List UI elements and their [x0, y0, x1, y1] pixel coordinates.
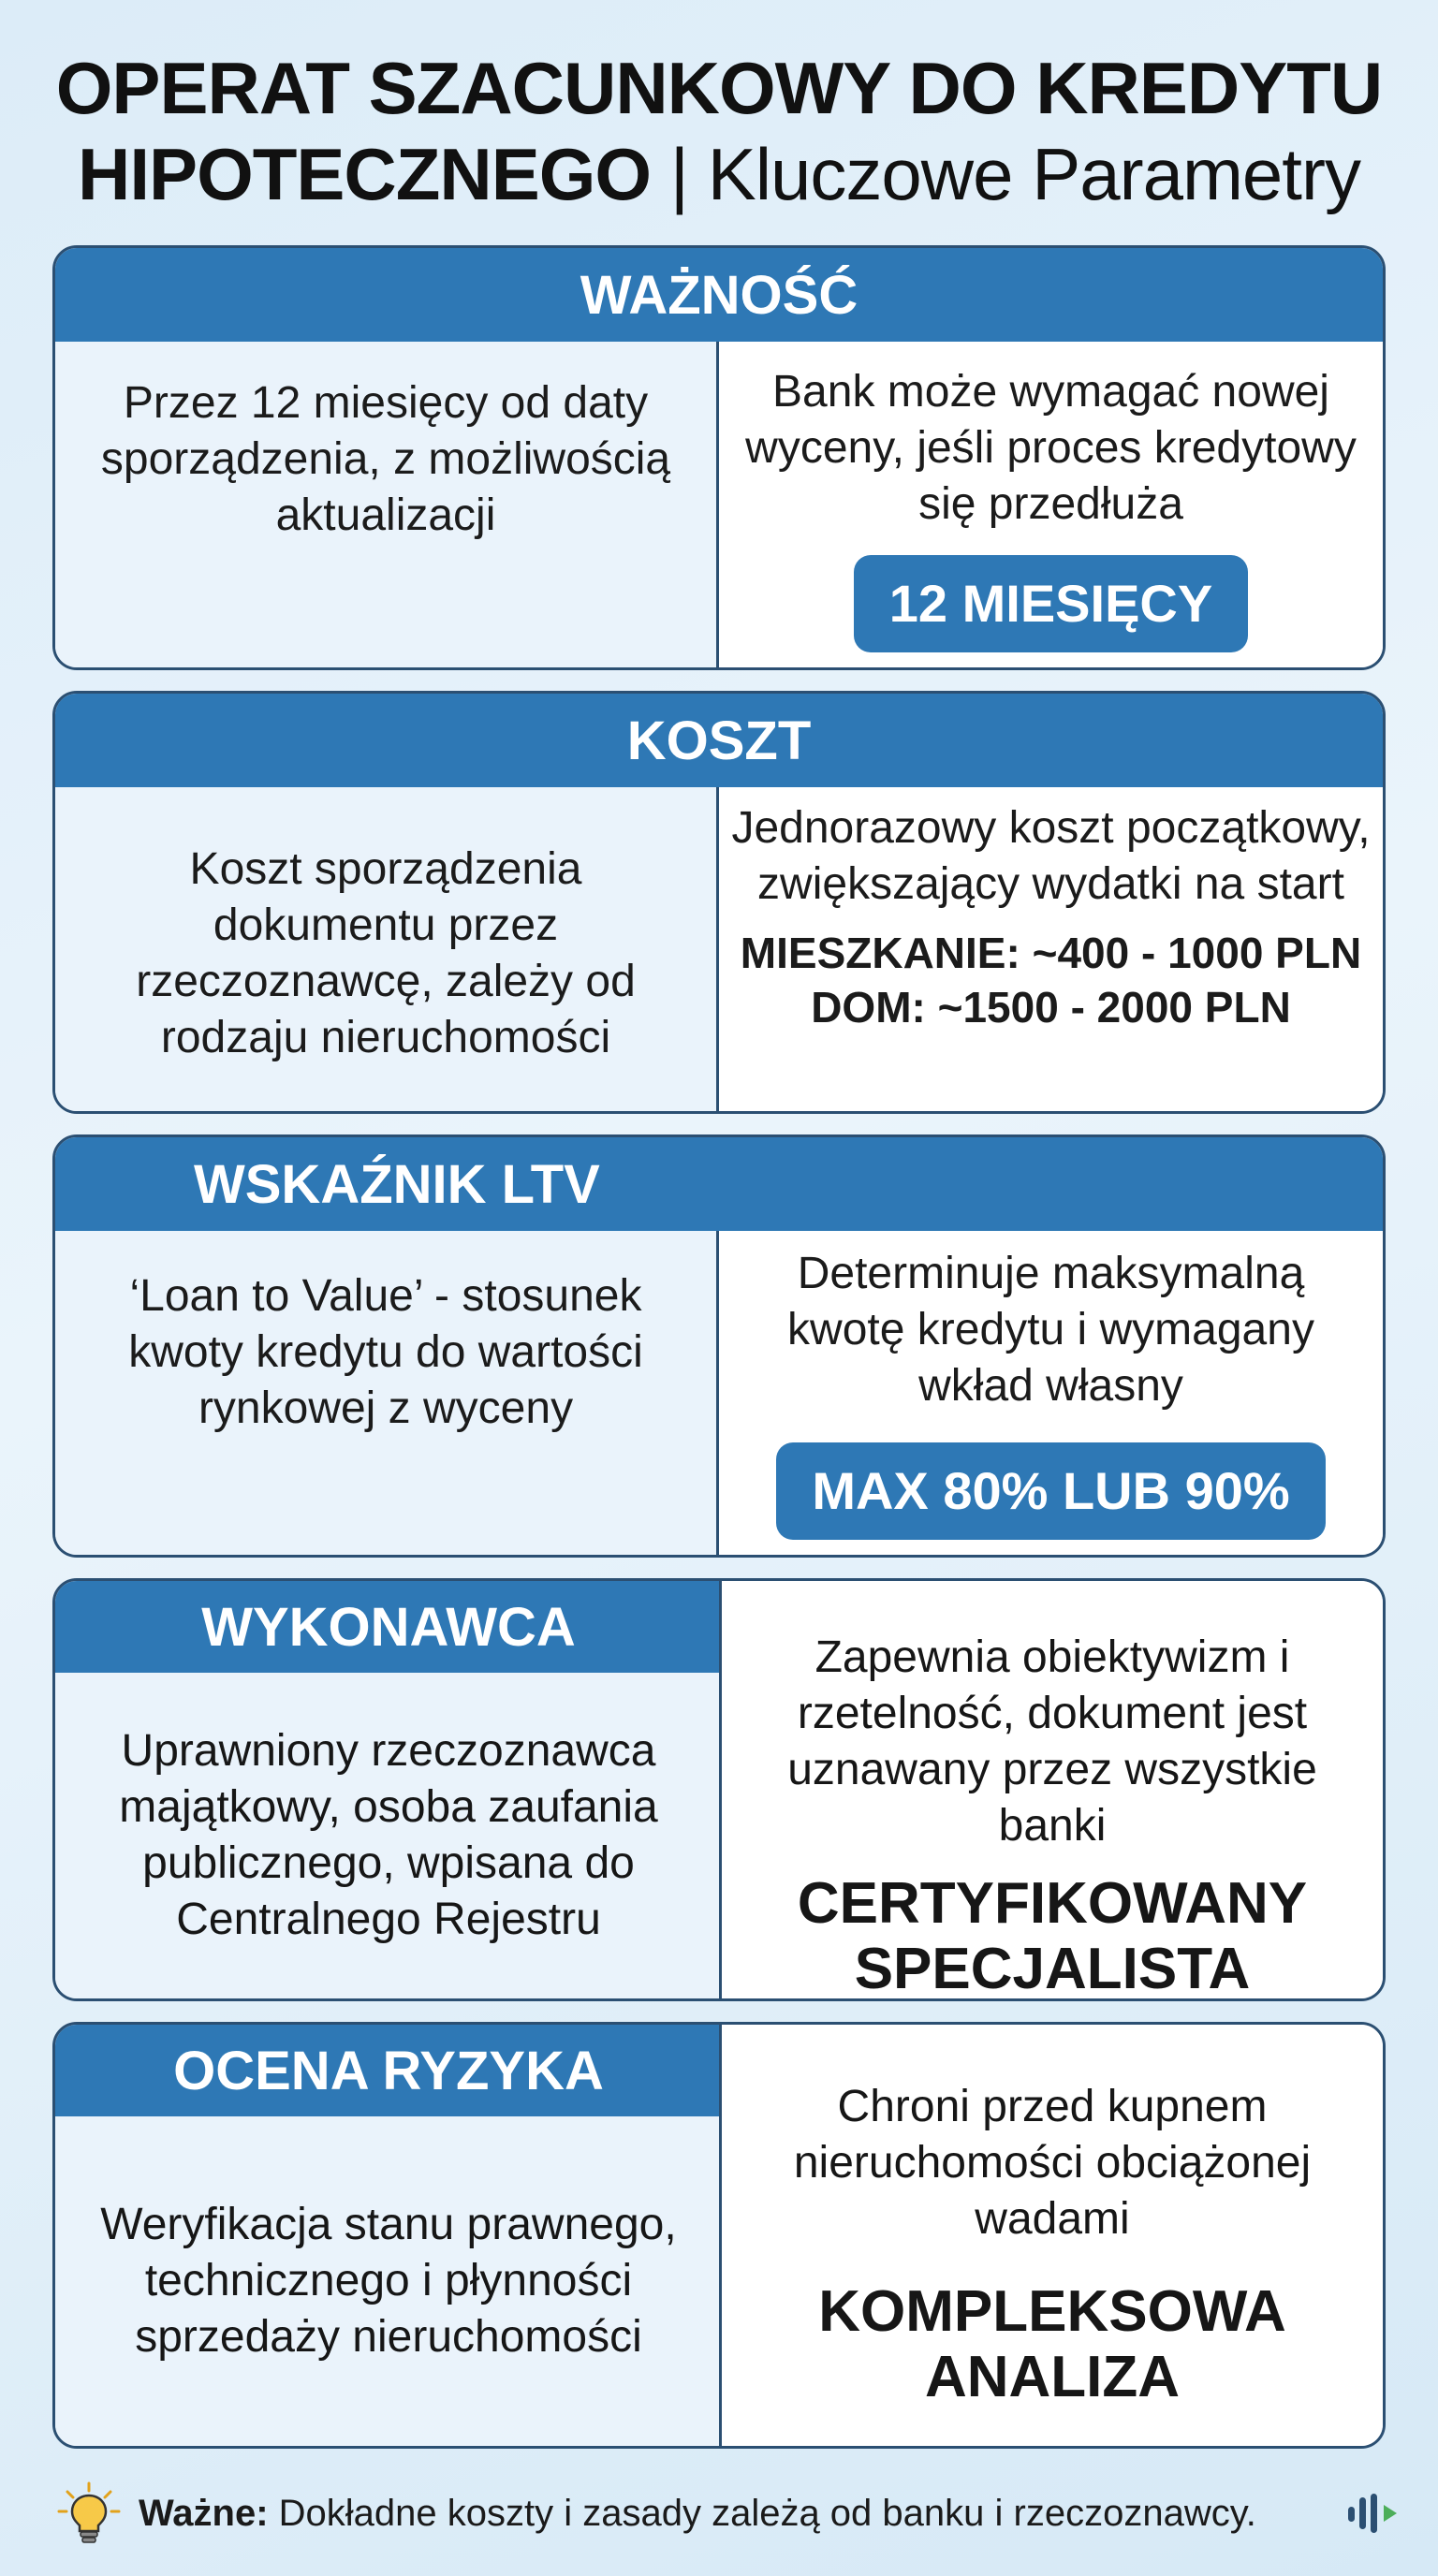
ltv-right-text: Determinuje maksymalną kwotę kredytu i wymagany wkład własny: [787, 1249, 1314, 1411]
risk-emphasis-2: ANALIZA: [924, 2345, 1181, 2409]
ltv-description: [55, 1231, 719, 1555]
card-validity: [52, 245, 1386, 670]
risk-left-text: Weryfikacja stanu prawnego, technicznego i płynności sprzedaży nieruchomości: [100, 2200, 677, 2362]
cost-details: [719, 787, 1383, 1111]
lightbulb-icon: [56, 2481, 122, 2546]
page-title: [37, 45, 1401, 217]
contractor-emphasis-2: SPECJALISTA: [854, 1937, 1251, 2001]
card-header-cost: KOSZT: [55, 694, 1383, 787]
cost-price-house: DOM: ~1500 - 2000 PLN: [811, 983, 1291, 1032]
contractor-emphasis-1: CERTYFIKOWANY: [797, 1871, 1308, 1936]
card-header-contractor: WYKONAWCA: [55, 1581, 722, 1673]
ltv-details: [719, 1231, 1383, 1555]
contractor-details: [719, 1581, 1383, 2001]
card-ltv: [52, 1134, 1386, 1558]
validity-details: [719, 342, 1383, 667]
cost-description: [55, 787, 719, 1111]
footer-note: [56, 2481, 1401, 2546]
risk-emphasis-1: KOMPLEKSOWA: [818, 2279, 1286, 2344]
cost-left-text: Koszt sporządzenia dokumentu przez rzeczoznawcę, zależy od rodzaju nieruchomości: [136, 844, 636, 1062]
card-header-risk: OCENA RYZYKA: [55, 2025, 722, 2116]
ltv-badge: MAX 80% LUB 90%: [776, 1442, 1325, 1540]
validity-badge: 12 MIESIĘCY: [854, 555, 1248, 652]
risk-details: [719, 2025, 1383, 2446]
validity-description: [55, 342, 719, 667]
sound-bars-icon: [1344, 2490, 1401, 2537]
footer-bold-label: Ważne:: [139, 2492, 269, 2534]
contractor-right-text: Zapewnia obiektywizm i rzetelność, dokument jest uznawany przez wszystkie banki: [787, 1632, 1317, 1851]
contractor-description: [55, 1673, 722, 1998]
validity-left-text: Przez 12 miesięcy od daty sporządzenia, z możliwością aktualizacji: [100, 378, 671, 540]
validity-right-text: Bank może wymagać nowej wyceny, jeśli proces kredytowy się przedłuża: [745, 367, 1357, 529]
title-line-2-bold: HIPOTECZNEGO: [78, 133, 652, 215]
card-risk: [52, 2022, 1386, 2449]
risk-right-text: Chroni przed kupnem nieruchomości obciążonej wadami: [793, 2082, 1312, 2244]
risk-description: [55, 2116, 722, 2446]
footer-body-text: Dokładne koszty i zasady zależą od banku i rzeczoznawcy.: [268, 2492, 1256, 2534]
card-header-validity: WAŻNOŚĆ: [55, 248, 1383, 342]
contractor-left-text: Uprawniony rzeczoznawca majątkowy, osoba zaufania publicznego, wpisana do Centralnego Rejestru: [119, 1726, 658, 1944]
card-contractor: [52, 1578, 1386, 2001]
cost-right-text: Jednorazowy koszt początkowy, zwiększający wydatki na start: [731, 803, 1371, 909]
card-cost: [52, 691, 1386, 1114]
cost-price-apartment: MIESZKANIE: ~400 - 1000 PLN: [740, 929, 1362, 977]
ltv-left-text: ‘Loan to Value’ - stosunek kwoty kredytu do wartości rynkowej z wyceny: [128, 1271, 643, 1433]
card-header-ltv: WSKAŹNIK LTV: [55, 1137, 1383, 1231]
footer-text: [139, 2493, 1256, 2535]
title-line-1: OPERAT SZACUNKOWY DO KREDYTU: [55, 47, 1383, 129]
title-line-2-rest: | Kluczowe Parametry: [651, 133, 1360, 215]
